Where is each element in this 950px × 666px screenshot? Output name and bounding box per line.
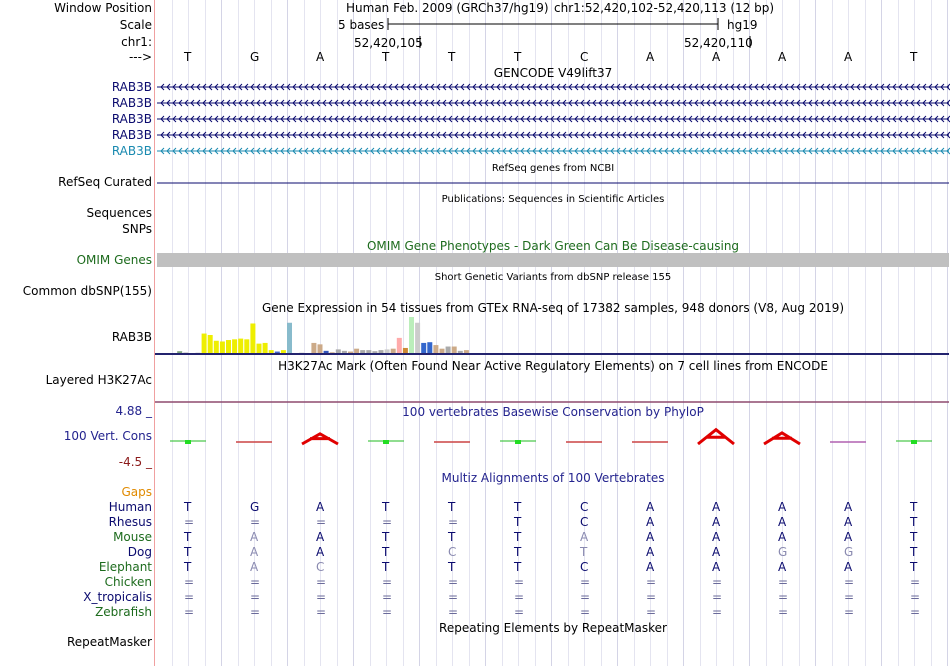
omim-track-label[interactable]: OMIM Genes (76, 253, 152, 267)
gencode-transcript-label[interactable]: RAB3B (111, 96, 152, 110)
multiz-base: T (448, 530, 456, 544)
gtex-tissue-bar (238, 339, 243, 353)
omim-gene-bar (157, 253, 949, 267)
ruler-base: A (844, 50, 853, 64)
gtex-tissue-bar (360, 350, 365, 353)
multiz-base: T (184, 500, 192, 514)
ruler-base: T (184, 50, 192, 64)
multiz-species-label[interactable]: Rhesus (108, 515, 152, 529)
gtex-tissue-bar (348, 352, 353, 353)
multiz-base: T (382, 530, 390, 544)
multiz-base: A (712, 500, 721, 514)
multiz-base: A (316, 530, 325, 544)
gtex-tissue-bar (250, 323, 255, 353)
multiz-species-label[interactable]: Elephant (98, 560, 152, 574)
multiz-base: T (184, 530, 192, 544)
multiz-species-label[interactable]: Dog (127, 545, 152, 559)
multiz-base: = (184, 575, 195, 589)
multiz-base: = (316, 515, 327, 529)
multiz-base: = (844, 575, 855, 589)
multiz-base: = (646, 605, 657, 619)
multiz-base: = (580, 590, 591, 604)
omim-track-title: OMIM Gene Phenotypes - Dark Green Can Be Disease-causing (366, 239, 740, 253)
conservation-track-label[interactable]: 100 Vert. Cons (63, 429, 152, 443)
gtex-tissue-bar (318, 344, 323, 353)
multiz-base: = (514, 605, 525, 619)
refseq-track-label[interactable]: RefSeq Curated (58, 175, 152, 189)
multiz-base: A (778, 560, 787, 574)
chrom-label: chr1: (121, 35, 152, 49)
multiz-base: A (844, 500, 853, 514)
multiz-base: A (712, 530, 721, 544)
multiz-base: T (910, 500, 918, 514)
ruler-base: T (910, 50, 918, 64)
conservation-score-mark (911, 440, 917, 444)
gtex-tissue-bar (403, 348, 408, 353)
multiz-base: = (580, 575, 591, 589)
multiz-species-label[interactable]: Chicken (104, 575, 152, 589)
coord-label-1: 52,420,105 (354, 36, 423, 50)
multiz-base: = (448, 590, 459, 604)
multiz-base: G (844, 545, 854, 559)
multiz-base: = (646, 590, 657, 604)
multiz-base: = (382, 575, 393, 589)
multiz-base: A (646, 515, 655, 529)
gtex-track-title: Gene Expression in 54 tissues from GTEx RNA-seq of 17382 samples, 948 donors (V8, Aug 2019) (261, 301, 845, 315)
multiz-base: A (580, 530, 589, 544)
gtex-tissue-bar (354, 349, 359, 353)
multiz-base: A (316, 500, 325, 514)
ruler-base: T (514, 50, 522, 64)
coord-label-2: 52,420,110 (684, 36, 753, 50)
multiz-base: T (184, 545, 192, 559)
multiz-base: T (382, 545, 390, 559)
multiz-base: = (448, 515, 459, 529)
multiz-base: = (250, 515, 261, 529)
multiz-base: T (910, 545, 918, 559)
gtex-tissue-bar (177, 351, 182, 353)
multiz-base: C (580, 515, 589, 529)
multiz-base: T (910, 515, 918, 529)
scale-label: Scale (119, 18, 152, 32)
multiz-base: T (514, 545, 522, 559)
multiz-base: A (646, 500, 655, 514)
gtex-tissue-bar (366, 350, 371, 353)
multiz-species-label[interactable]: Human (108, 500, 152, 514)
gtex-tissue-bar (330, 352, 335, 353)
gtex-tissue-bar (324, 351, 329, 353)
strand-arrow-label: ---> (128, 50, 152, 64)
gtex-tissue-bar (391, 349, 396, 353)
multiz-base: = (184, 515, 195, 529)
multiz-base: A (712, 560, 721, 574)
multiz-base: T (514, 515, 522, 529)
gtex-tissue-bar (458, 351, 463, 353)
gtex-tissue-bar (311, 343, 316, 353)
gtex-tissue-bar (202, 334, 207, 353)
gtex-tissue-bar (415, 323, 420, 353)
multiz-base: A (844, 515, 853, 529)
gtex-tissue-bar (281, 350, 286, 353)
multiz-base: A (844, 560, 853, 574)
multiz-base: = (448, 605, 459, 619)
multiz-base: = (184, 590, 195, 604)
multiz-species-label[interactable]: X_tropicalis (83, 590, 152, 604)
gtex-tissue-bar (263, 343, 268, 353)
publications-track-title: Publications: Sequences in Scientific Articles (441, 194, 665, 205)
gtex-tissue-bar (379, 350, 384, 353)
multiz-base: A (778, 530, 787, 544)
gtex-tissue-bar (208, 335, 213, 353)
gtex-tissue-bar (446, 347, 451, 353)
gtex-tissue-bar (372, 351, 377, 353)
multiz-species-label[interactable]: Zebrafish (95, 605, 152, 619)
gtex-track-label[interactable]: RAB3B (111, 330, 152, 344)
multiz-base: = (910, 590, 921, 604)
multiz-base: = (514, 590, 525, 604)
multiz-base: C (580, 500, 589, 514)
gencode-transcript-label[interactable]: RAB3B (111, 112, 152, 126)
gtex-tissue-bar (452, 347, 457, 353)
gtex-tissue-bar (183, 352, 188, 353)
multiz-base: T (910, 530, 918, 544)
refseq-track-title: RefSeq genes from NCBI (491, 163, 615, 174)
gtex-tissue-bar (287, 323, 292, 353)
gencode-track-title: GENCODE V49lift37 (493, 66, 613, 80)
multiz-base: = (778, 590, 789, 604)
multiz-base: = (316, 590, 327, 604)
gtex-tissue-bar (220, 341, 225, 353)
multiz-base: G (250, 500, 260, 514)
gaps-label: Gaps (121, 485, 152, 499)
h3k27ac-track-title: H3K27Ac Mark (Often Found Near Active Regulatory Elements) on 7 cell lines from ENCODE (278, 359, 828, 373)
multiz-base: A (250, 560, 259, 574)
multiz-base: = (580, 605, 591, 619)
gtex-tissue-bar (421, 343, 426, 353)
multiz-base: C (316, 560, 325, 574)
multiz-base: G (778, 545, 788, 559)
gtex-tissue-bar (397, 338, 402, 353)
window-position-label: Window Position (54, 1, 152, 15)
multiz-base: = (910, 575, 921, 589)
repeatmasker-track-title: Repeating Elements by RepeatMasker (439, 621, 667, 635)
multiz-track-title: Multiz Alignments of 100 Vertebrates (441, 471, 665, 485)
repeatmasker-track-label[interactable]: RepeatMasker (66, 635, 152, 649)
dbsnp-track-title: Short Genetic Variants from dbSNP release 155 (434, 272, 672, 283)
conservation-score-mark (383, 440, 389, 444)
conservation-track-title: 100 vertebrates Basewise Conservation by PhyloP (402, 405, 704, 419)
conservation-score-glyph (698, 430, 734, 444)
gtex-tissue-bar (226, 340, 231, 353)
multiz-base: C (448, 545, 457, 559)
assembly-title: Human Feb. 2009 (GRCh37/hg19) (346, 1, 549, 15)
multiz-base: A (844, 530, 853, 544)
multiz-base: = (844, 605, 855, 619)
gtex-tissue-bar (433, 345, 438, 353)
ruler-base: A (712, 50, 721, 64)
gtex-tissue-bar (342, 351, 347, 353)
multiz-base: T (580, 545, 588, 559)
multiz-base: = (250, 590, 261, 604)
dbsnp-track-label[interactable]: Common dbSNP(155) (22, 284, 152, 298)
multiz-base: = (844, 590, 855, 604)
multiz-base: = (382, 605, 393, 619)
multiz-base: A (316, 545, 325, 559)
multiz-base: T (382, 560, 390, 574)
snps-track-label[interactable]: SNPs (122, 222, 152, 236)
conservation-score-mark (185, 440, 191, 444)
h3k27ac-track-label[interactable]: Layered H3K27Ac (45, 373, 152, 387)
multiz-base: A (778, 500, 787, 514)
gtex-tissue-bar (409, 317, 414, 353)
ruler-base: A (778, 50, 787, 64)
multiz-base: = (184, 605, 195, 619)
scale-text: 5 bases (338, 18, 385, 32)
multiz-base: = (448, 575, 459, 589)
gencode-transcript-label[interactable]: RAB3B (111, 80, 152, 94)
multiz-base: = (316, 605, 327, 619)
ruler-base: A (316, 50, 325, 64)
gencode-transcript-label[interactable]: RAB3B (111, 144, 152, 158)
gtex-tissue-bar (269, 350, 274, 353)
gtex-tissue-bar (214, 341, 219, 353)
gtex-tissue-bar (440, 349, 445, 353)
multiz-base: T (448, 560, 456, 574)
ruler-base: T (448, 50, 456, 64)
multiz-base: = (778, 605, 789, 619)
multiz-base: = (778, 575, 789, 589)
multiz-base: A (646, 545, 655, 559)
multiz-base: A (250, 530, 259, 544)
multiz-base: = (382, 515, 393, 529)
multiz-base: = (712, 590, 723, 604)
conservation-score-glyph (764, 433, 800, 444)
multiz-species-label[interactable]: Mouse (113, 530, 152, 544)
position-text: chr1:52,420,102-52,420,113 (12 bp) (554, 1, 775, 15)
multiz-base: A (712, 515, 721, 529)
gtex-tissue-bar (427, 342, 432, 353)
multiz-base: C (580, 560, 589, 574)
gtex-tissue-bar (336, 349, 341, 353)
multiz-base: T (514, 560, 522, 574)
multiz-base: A (778, 515, 787, 529)
multiz-base: = (646, 575, 657, 589)
multiz-base: T (448, 500, 456, 514)
multiz-base: = (250, 605, 261, 619)
multiz-base: A (712, 545, 721, 559)
ruler-base: T (382, 50, 390, 64)
multiz-base: = (514, 575, 525, 589)
multiz-base: = (250, 575, 261, 589)
multiz-base: T (514, 530, 522, 544)
gtex-tissue-bar (385, 349, 390, 353)
ruler-base: A (646, 50, 655, 64)
multiz-base: = (712, 575, 723, 589)
conservation-max-label: 4.88 _ (115, 404, 152, 418)
multiz-base: = (316, 575, 327, 589)
sequences-track-label[interactable]: Sequences (86, 206, 152, 220)
gtex-tissue-bar (464, 350, 469, 353)
ruler-base: C (580, 50, 589, 64)
multiz-base: = (382, 590, 393, 604)
multiz-base: = (712, 605, 723, 619)
conservation-score-mark (515, 440, 521, 444)
conservation-score-glyph (302, 434, 338, 444)
gtex-tissue-bar (275, 352, 280, 353)
multiz-base: A (646, 530, 655, 544)
gtex-tissue-bar (257, 344, 262, 353)
multiz-base: A (250, 545, 259, 559)
multiz-base: T (910, 560, 918, 574)
multiz-base: A (646, 560, 655, 574)
conservation-min-label: -4.5 _ (118, 455, 152, 469)
gencode-transcript-label[interactable]: RAB3B (111, 128, 152, 142)
gtex-tissue-bar (244, 339, 249, 353)
multiz-base: T (514, 500, 522, 514)
gtex-tissue-bar (232, 339, 237, 353)
db-label: hg19 (727, 18, 758, 32)
multiz-base: = (910, 605, 921, 619)
ruler-base: G (250, 50, 260, 64)
multiz-base: T (382, 500, 390, 514)
multiz-base: T (184, 560, 192, 574)
